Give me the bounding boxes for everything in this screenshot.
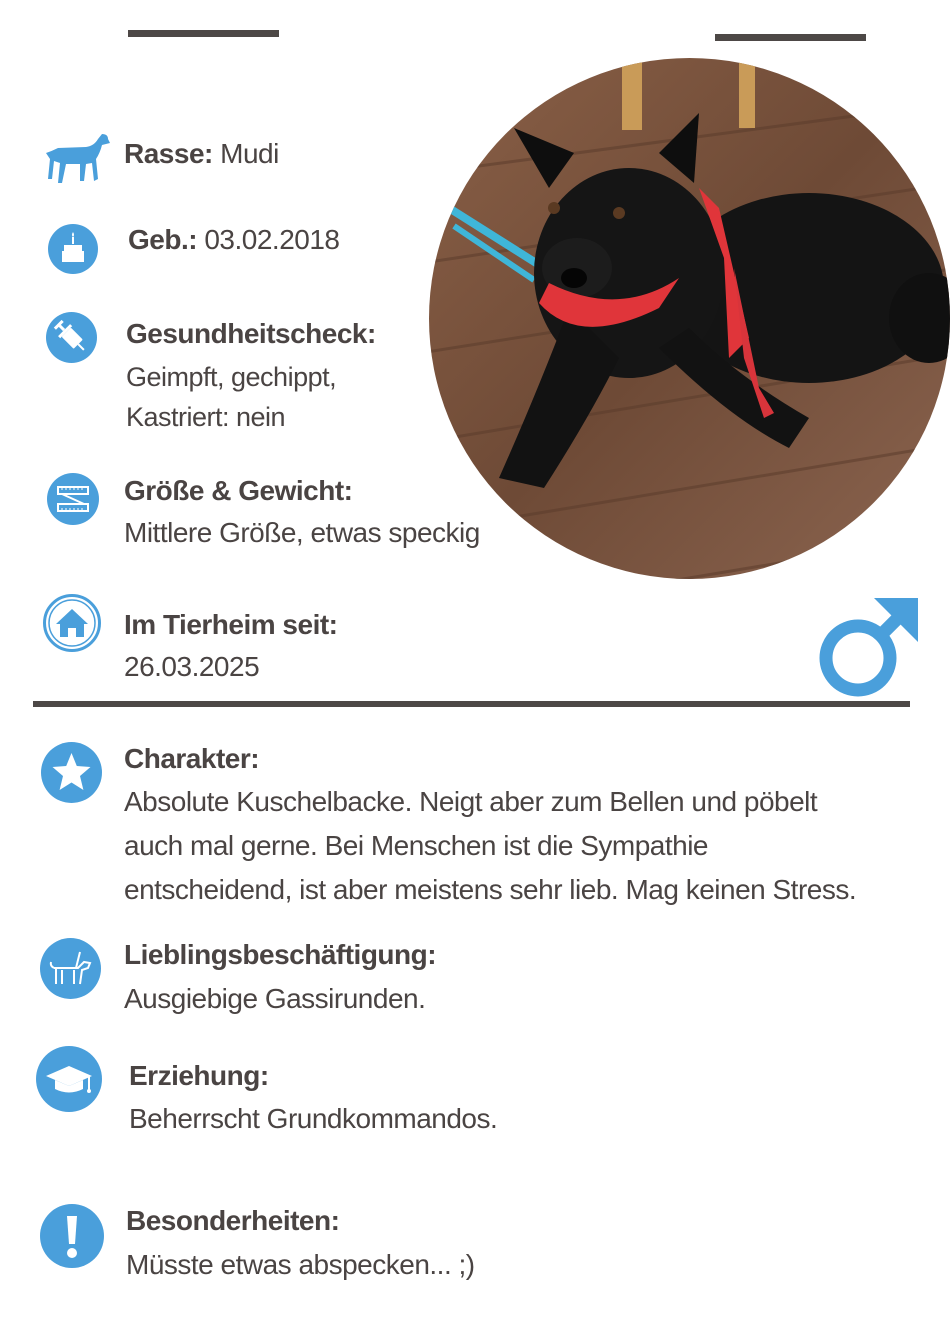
special-value: Müsste etwas abspecken... ;): [126, 1249, 475, 1280]
training-label: Erziehung:: [129, 1060, 269, 1091]
health-line-1: Geimpft, gechippt,: [126, 362, 337, 392]
shelter-label: Im Tierheim seit:: [124, 609, 338, 640]
character-line-2: auch mal gerne. Bei Menschen ist die Sympathie: [124, 830, 708, 861]
birth-value: 03.02.2018: [204, 224, 340, 255]
size-value: Mittlere Größe, etwas speckig: [124, 517, 480, 548]
dog-walk-icon: [40, 938, 101, 999]
health-label: Gesundheitscheck:: [126, 318, 376, 349]
hobby-label: Lieblingsbeschäftigung:: [124, 939, 437, 970]
exclamation-icon: [40, 1204, 104, 1268]
birth-label: Geb.:: [128, 224, 198, 255]
health-line-2: Kastriert: nein: [126, 402, 286, 432]
breed-value: Mudi: [220, 138, 279, 169]
character-line-3: entscheidend, ist aber meistens sehr lieb. Mag keinen Stress.: [124, 874, 857, 905]
shelter-value: 26.03.2025: [124, 651, 260, 682]
dog-icon: [42, 131, 112, 185]
breed-row: [124, 134, 279, 174]
top-bar-right: [715, 34, 866, 41]
size-label: Größe & Gewicht:: [124, 475, 353, 506]
syringe-icon: [46, 312, 97, 363]
measuring-tape-icon: [47, 473, 99, 525]
male-symbol-icon: [816, 596, 920, 700]
training-value: Beherrscht Grundkommandos.: [129, 1103, 498, 1134]
character-line-1: Absolute Kuschelbacke. Neigt aber zum Bellen und pöbelt: [124, 786, 818, 817]
dog-photo: [429, 58, 950, 579]
hobby-value: Ausgiebige Gassirunden.: [124, 983, 426, 1014]
star-icon: [41, 742, 102, 803]
birthday-cake-icon: [48, 224, 98, 274]
graduation-cap-icon: [36, 1046, 102, 1112]
special-label: Besonderheiten:: [126, 1205, 340, 1236]
section-divider: [33, 701, 910, 707]
top-bar-left: [128, 30, 279, 37]
birth-row: [128, 220, 339, 260]
home-icon: [42, 593, 102, 653]
character-label: Charakter:: [124, 743, 260, 774]
breed-label: Rasse:: [124, 138, 213, 169]
